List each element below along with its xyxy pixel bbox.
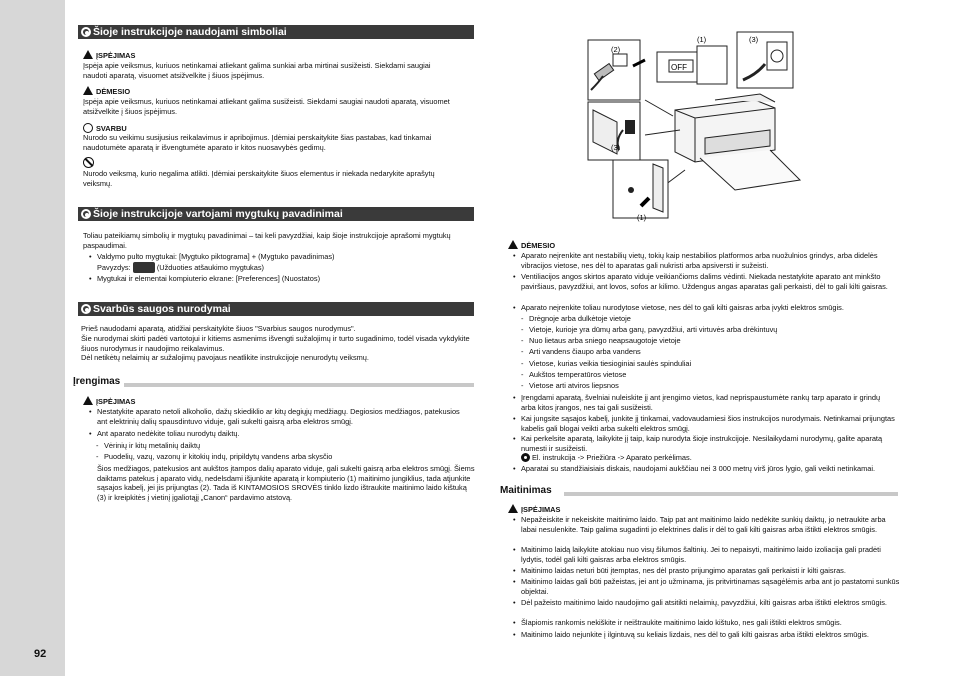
buttons-example: Pavyzdys: (Užduoties atšaukimo mygtukas) xyxy=(97,263,265,272)
installation-heading: Įrengimas xyxy=(73,376,121,387)
bullet-icon xyxy=(81,27,91,37)
warning-label: ĮSPĖJIMAS xyxy=(83,50,135,60)
location-dash-1: - Drėgnoje arba dulkėtoje vietoje xyxy=(529,314,889,324)
power-item-1: • Nepažeiskite ir nekeiskite maitinimo laido. Taip pat ant maitinimo laido nedėkite sunkių daiktų, jo netraukite arba labai nesulenkite. Taip galima sugadinti jo elektrines dalis ir dėl to gali kilti gaisras arba ištikti elektros smūgis. xyxy=(521,515,896,534)
switch-off-text: OFF xyxy=(671,63,687,72)
power-item-5: • Dėl pažeisto maitinimo laido naudojimo gali atsitikti nelaimių, pavyzdžiui, kilti gaisras arba ištikti elektros smūgis. xyxy=(521,598,891,608)
caution-item-unstable: • Aparato neįrenkite ant nestabilių vietų, tokių kaip nestabilios platformos arba nuožulnios grindys, arba didelės vibracijos vietose, nes dėl to aparatas gali nukristi arba apsiversti ir sužeisti. xyxy=(521,251,896,270)
warning-triangle-icon xyxy=(83,50,93,59)
power-item-2: • Maitinimo laidą laikykite atokiau nuo visų šilumos šaltinių. Jei to nepaisyti, maitinimo laido izoliacija gali pradėti lydytis, todėl gali kilti gaisras arba elektros smūgis. xyxy=(521,545,891,564)
power-item-4: • Maitinimo laidas gali būti pažeistas, jei ant jo užminama, jis pritvirtinamas sąsagėlėmis arba ant jo pastatomi sunkūs objektai. xyxy=(521,577,901,596)
caution-label: DĖMESIO xyxy=(83,86,130,96)
install-dash-liquids: - Puodelių, vazų, vazonų ir kitokių indų, pripildytų vandens arba skysčio xyxy=(104,452,464,462)
power-item-6: • Šlapiomis rankomis nekiškite ir neištraukite maitinimo laido kištuko, nes gali ištikti elektros smūgis. xyxy=(521,618,901,628)
heading-rule xyxy=(124,383,474,387)
prohibit-icon xyxy=(83,157,94,168)
buttons-intro: Toliau pateikiamų simbolių ir mygtukų pavadinimai – tai keli pavyzdžiai, kaip šioje instrukcijoje aprašomi mygtukų paspaudimai. xyxy=(83,231,451,250)
manual-reference: El. instrukcija -> Priežiūra -> Aparato perkėlimas. xyxy=(521,453,692,463)
bullet-icon xyxy=(81,209,91,219)
callout-2: (2) xyxy=(611,45,621,54)
caution-item-altitude: • Aparatai su standžiaisiais diskais, naudojami aukščiau nei 3 000 metrų virš jūros lygio, gali veikti netinkamai. xyxy=(521,464,901,474)
stop-button-icon xyxy=(133,262,155,273)
warning-description: Įspėja apie veiksmus, kuriuos netinkamai atliekant galima sunkiai arba mirtinai susižeisti. Siekdami saugiai naudoti aparatą, visuomet atsižvelkite į šiuos įspėjimus. xyxy=(83,61,431,80)
caution-item-moving: • Kai perkelsite aparatą, laikykite jį taip, kaip nurodyta šioje instrukcijoje. Nesilaikydami nurodymų, galite aparatą numesti ir susižeisti. xyxy=(521,434,896,453)
page-number: 92 xyxy=(34,648,47,660)
section-heading-symbols: Šioje instrukcijoje naudojami simboliai xyxy=(78,25,474,39)
callout-3: (3) xyxy=(749,35,759,44)
outlet-inset xyxy=(737,32,793,88)
buttons-item-screen: • Mygtukai ir elementai kompiuterio ekrane: [Preferences] (Nuostatos) xyxy=(97,274,467,284)
section-heading-buttons: Šioje instrukcijoje vartojami mygtukų pavadinimai xyxy=(78,207,474,221)
caution-triangle-icon xyxy=(83,86,93,95)
power-item-7: • Maitinimo laido nejunkite į ilgintuvą su keliais lizdais, nes dėl to gali kilti gaisras arba ištikti elektros smūgis. xyxy=(521,630,901,640)
caution-item-hands: • Įrengdami aparatą, švelniai nuleiskite jį ant įrengimo vietos, kad neprispaustumėte rankų tarp aparato ir grindų arba kitos įrangos, nes tai gali susižeisti. xyxy=(521,393,896,412)
power-warning-label: ĮSPĖJIMAS xyxy=(508,504,560,514)
safety-paragraph-3: Dėl netikėtų nelaimių ar sužalojimų pavojaus neatlikite instrukcijoje nenurodytų veiksmų. xyxy=(81,353,369,362)
page-sidebar xyxy=(0,0,65,676)
warning-triangle-icon xyxy=(508,504,518,513)
section-heading-safety: Svarbūs saugos nurodymai xyxy=(78,302,474,316)
caution-item-ventilation: • Ventiliacijos angos skirtos aparato viduje veikiančioms dalims vėdinti. Niekada nestatykite aparato ant minkšto paviršiaus, pavyzdžiui, ant lovos, sofos ar kilimo. Uždengus angas aparatas gali perkaisti, dėl to gali kilti gaisras. xyxy=(521,272,901,291)
power-item-3: • Maitinimo laidas neturi būti įtemptas, nes dėl prasto prijungimo aparatas gali perkaisti ir kilti gaisras. xyxy=(521,566,896,576)
location-dash-4: - Arti vandens čiaupo arba vandens xyxy=(529,347,889,357)
install-item-flammable: • Nestatykite aparato netoli alkoholio, dažų skiediklio ar kitų degiųjų medžiagų. Degiosios medžiagos, patekusios ant elektrinių dalių spausdintuvo viduje, gali sukelti gaisrą arba elektros smūgį. xyxy=(97,407,472,426)
location-dash-5: - Vietose, kurias veikia tiesioginiai saulės spinduliai xyxy=(529,359,889,369)
install-dash-metal: - Vėrinių ir kitų metalinių daiktų xyxy=(104,441,464,451)
bullet-icon xyxy=(81,304,91,314)
location-dash-7: - Vietose arti atviros liepsnos xyxy=(529,381,889,391)
heading-rule xyxy=(564,492,898,496)
location-dash-3: - Nuo lietaus arba sniego neapsaugotoje vietoje xyxy=(529,336,889,346)
install-item-objects: • Ant aparato nedėkite toliau nurodytų daiktų. xyxy=(97,429,467,439)
buttons-item-panel: • Valdymo pulto mygtukai: [Mygtuko piktograma] + (Mygtuko pavadinimas) xyxy=(97,252,467,262)
right-caution-label: DĖMESIO xyxy=(508,240,555,250)
safety-paragraph-2: Šie nurodymai skirti padėti vartotojui ir kitiems asmenims išvengti sužalojimų ir turto sugadinimo, todėl visada vykdykite šiuos nurodymus ir naudojimo reikalavimus. xyxy=(81,334,470,353)
install-warning-label: ĮSPĖJIMAS xyxy=(83,396,135,406)
caution-item-locations: • Aparato neįrenkite toliau nurodytose vietose, nes dėl to gali kilti gaisras arba įvykti elektros smūgis. xyxy=(521,303,896,313)
caution-description: Įspėja apie veiksmus, kuriuos netinkamai atliekant galima susižeisti. Siekdami saugiai naudoti aparatą, visuomet atsižvelkite į šiuos įspėjimus. xyxy=(83,97,450,116)
warning-triangle-icon xyxy=(83,396,93,405)
location-dash-2: - Vietoje, kurioje yra dūmų arba garų, pavyzdžiui, arti virtuvės arba drėkintuvų xyxy=(529,325,889,335)
install-paragraph: Šios medžiagos, patekusios ant aukštos įtampos dalių aparato viduje, gali sukelti gaisrą arba elektros smūgį. Šiems daiktams patekus į aparato vidų, nedelsdami išjunkite aparatą ir kompiuterio (1) maitinimo jungiklius, tada atjunkite sąsajos kabelį, jei jis prijungtas (2). Tada iš KINTAMOSIOS SROVĖS tinklo lizdo ištraukite maitinimo laido kištuką (3) ir kreipkitės į vietinį įgaliotąjį „Canon“ pardavimo atstovą. xyxy=(97,464,475,502)
callout-1: (1) xyxy=(697,35,707,44)
computer-inset xyxy=(657,46,727,84)
caution-item-cable: • Kai jungsite sąsajos kabelį, junkite jį tinkamai, vadovaudamiesi šios instrukcijos nurodymais. Netinkamai prijungtas kabelis gali blogai veikti arba sukelti elektros smūgį. xyxy=(521,414,896,433)
safety-paragraph-1: Prieš naudodami aparatą, atidžiai perskaitykite šiuos "Svarbius saugos nurodymus". xyxy=(81,324,356,333)
location-dash-6: - Aukštos temperatūros vietose xyxy=(529,370,889,380)
callout-1b: (1) xyxy=(637,213,647,222)
important-description: Nurodo su veikimu susijusius reikalavimus ir apribojimus. Įdėmiai perskaitykite šias pastabas, kad tinkamai naudotumėte aparatą ir išvengtumėte aparato ir kitos nuosavybės gedimų. xyxy=(83,133,432,152)
caution-triangle-icon xyxy=(508,240,518,249)
reference-icon xyxy=(521,453,530,462)
prohibit-description: Nurodo veiksmą, kurio negalima atlikti. Įdėmiai perskaitykite šiuos elementus ir niekada nedarykite aprašytų veiksmų. xyxy=(83,169,435,188)
important-icon xyxy=(83,123,93,133)
switch-inset xyxy=(613,160,668,218)
callout-3b: (3) xyxy=(611,143,621,152)
important-label: SVARBU xyxy=(83,123,127,133)
printer-diagram xyxy=(585,30,910,230)
power-heading: Maitinimas xyxy=(500,485,552,496)
